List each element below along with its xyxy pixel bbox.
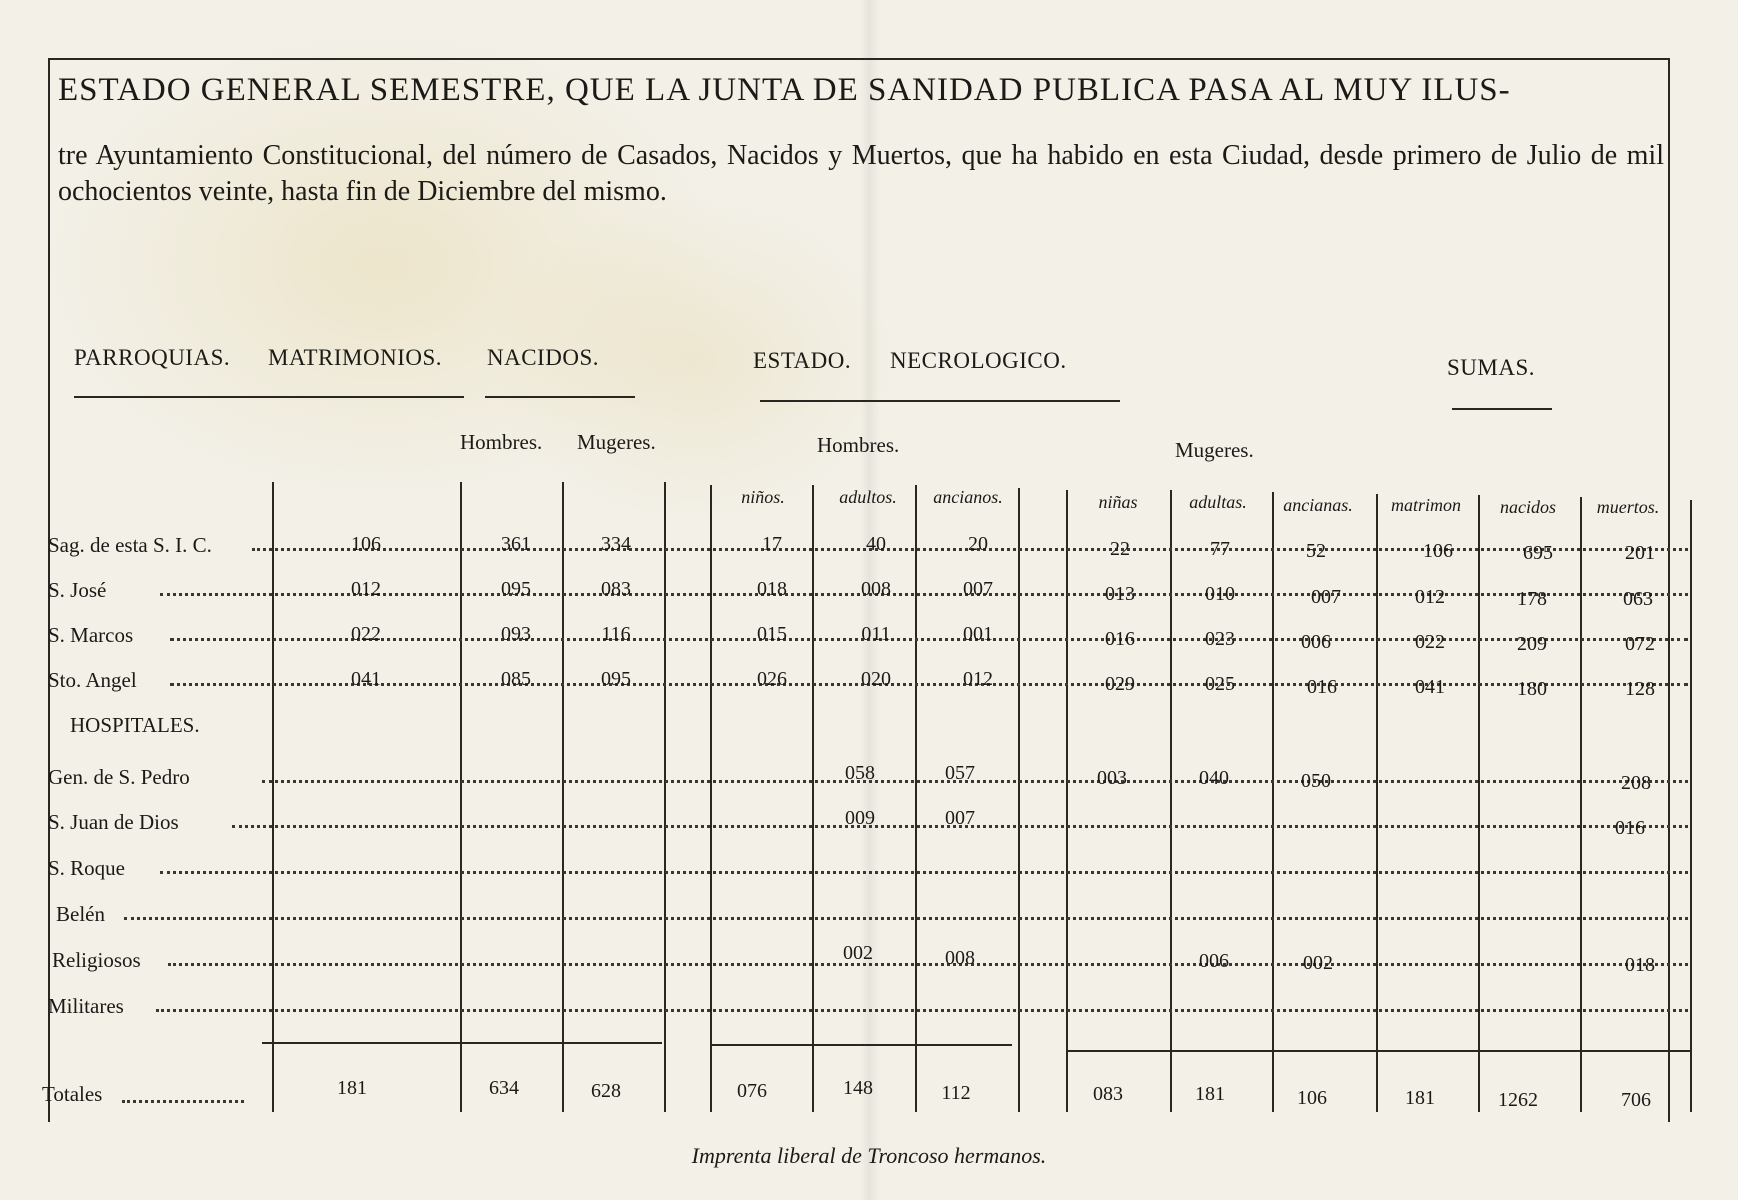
row-label-san-juan-de-dios: S. Juan de Dios [48, 810, 179, 834]
cell: 012 [351, 578, 381, 600]
row-label-religiosos: Religiosos [52, 948, 141, 972]
cell: 010 [1205, 583, 1235, 605]
col-ninas: niñas [1098, 492, 1138, 512]
totals-cell: 706 [1621, 1089, 1651, 1111]
cell: 180 [1517, 678, 1547, 700]
col-nacidos: nacidos [1500, 497, 1556, 517]
hospitales-heading: HOSPITALES. [70, 713, 200, 737]
cell: 007 [963, 578, 993, 600]
cell: 016 [1105, 628, 1135, 650]
cell: 058 [845, 762, 875, 784]
cell: 012 [963, 668, 993, 690]
column-rule [1272, 492, 1274, 1112]
row-label-santo-angel: Sto. Angel [48, 668, 137, 692]
cell: 208 [1621, 772, 1651, 794]
cell: 008 [945, 947, 975, 969]
cell: 026 [757, 668, 787, 690]
header-underline [760, 400, 1120, 402]
header-necrologico: NECROLOGICO. [890, 348, 1067, 373]
subheader-hombres-nacidos: Hombres. [460, 430, 543, 454]
totals-cell: 076 [737, 1080, 767, 1102]
totals-rule [712, 1044, 1012, 1046]
totals-cell: 181 [1405, 1087, 1435, 1109]
totals-cell: 112 [941, 1082, 971, 1104]
col-ancianas: ancianas. [1283, 495, 1353, 515]
header-parroquias: PARROQUIAS. [74, 345, 231, 370]
cell: 008 [861, 578, 891, 600]
header-sumas: SUMAS. [1447, 355, 1536, 380]
row-label-general-san-pedro: Gen. de S. Pedro [48, 765, 190, 789]
subheader-hombres-necro: Hombres. [817, 433, 900, 457]
totals-cell: 634 [489, 1077, 519, 1099]
cell: 018 [1625, 954, 1655, 976]
cell: 006 [1301, 631, 1331, 653]
column-rule [272, 482, 274, 1112]
cell: 695 [1523, 542, 1553, 564]
cell: 106 [351, 533, 381, 555]
cell: 085 [501, 668, 531, 690]
cell: 012 [1415, 586, 1445, 608]
cell: 083 [601, 578, 631, 600]
column-rule [710, 485, 712, 1112]
cell: 029 [1105, 673, 1135, 695]
totals-cell: 106 [1297, 1087, 1327, 1109]
cell: 20 [968, 533, 988, 555]
cell: 022 [1415, 631, 1445, 653]
header-underline [485, 396, 635, 398]
cell: 201 [1625, 542, 1655, 564]
cell: 072 [1625, 633, 1655, 655]
cell: 093 [501, 623, 531, 645]
cell: 015 [757, 623, 787, 645]
cell: 006 [1199, 950, 1229, 972]
column-rule [1066, 490, 1068, 1112]
cell: 128 [1625, 678, 1655, 700]
cell: 063 [1623, 588, 1653, 610]
cell: 016 [1615, 817, 1645, 839]
row-label-sagrario: Sag. de esta S. I. C. [48, 533, 212, 557]
row-label-san-roque: S. Roque [48, 856, 126, 880]
cell: 020 [861, 668, 891, 690]
cell: 52 [1306, 540, 1326, 562]
cell: 116 [601, 623, 631, 645]
cell: 001 [963, 623, 993, 645]
cell: 361 [501, 533, 531, 555]
col-ancianos: ancianos. [933, 487, 1003, 507]
cell: 095 [601, 668, 631, 690]
cell: 040 [1199, 767, 1229, 789]
dotted-leader [122, 1100, 244, 1103]
cell: 77 [1210, 538, 1230, 560]
cell: 018 [757, 578, 787, 600]
dotted-leader [124, 917, 1688, 920]
cell: 002 [1303, 952, 1333, 974]
totals-label: Totales [42, 1082, 103, 1106]
cell: 178 [1517, 588, 1547, 610]
cell: 041 [351, 668, 381, 690]
cell: 22 [1110, 538, 1130, 560]
printer-imprint: Imprenta liberal de Troncoso hermanos. [691, 1143, 1047, 1168]
cell: 106 [1423, 540, 1453, 562]
totals-cell: 181 [337, 1077, 367, 1099]
col-matrimon: matrimon [1390, 495, 1461, 515]
cell: 334 [601, 533, 631, 555]
totals-cell: 148 [843, 1077, 873, 1099]
dotted-leader [160, 871, 1688, 874]
header-matrimonios: MATRIMONIOS. [268, 345, 443, 370]
cell: 007 [945, 807, 975, 829]
cell: 050 [1301, 770, 1331, 792]
column-rule [1376, 494, 1378, 1112]
subheader-mugeres-nacidos: Mugeres. [577, 430, 656, 454]
document-title: ESTADO GENERAL SEMESTRE, QUE LA JUNTA DE SANIDAD PUBLICA PASA AL MUY ILUS- [58, 72, 1511, 108]
cell: 041 [1415, 676, 1445, 698]
cell: 013 [1105, 583, 1135, 605]
col-ninos: niños. [741, 487, 785, 507]
column-rule [664, 482, 666, 1112]
cell: 057 [945, 762, 975, 784]
cell: 025 [1205, 673, 1235, 695]
cell: 209 [1517, 633, 1547, 655]
subheader-mugeres-necro: Mugeres. [1175, 438, 1254, 462]
cell: 009 [845, 807, 875, 829]
col-muertos: muertos. [1596, 497, 1660, 517]
cell: 023 [1205, 628, 1235, 650]
column-rule [1690, 500, 1692, 1112]
totals-cell: 1262 [1498, 1089, 1538, 1111]
row-label-militares: Militares [48, 994, 124, 1018]
header-underline [74, 396, 464, 398]
column-rule [562, 482, 564, 1112]
cell: 007 [1311, 586, 1341, 608]
header-estado: ESTADO. [753, 348, 852, 373]
row-label-san-marcos: S. Marcos [48, 623, 134, 647]
document-subtitle: tre Ayuntamiento Constitucional, del número de Casados, Nacidos y Muertos, que ha habido en esta Ciudad, desde primero de Julio de mil ochocientos veinte, hasta fin de Diciembre del mismo. [58, 140, 1664, 207]
cell: 17 [762, 533, 782, 555]
cell: 095 [501, 578, 531, 600]
totals-cell: 083 [1093, 1083, 1123, 1105]
totals-cell: 628 [591, 1080, 621, 1102]
cell: 011 [861, 623, 891, 645]
row-label-san-jose: S. José [48, 578, 107, 602]
totals-cell: 181 [1195, 1083, 1225, 1105]
cell: 016 [1307, 676, 1337, 698]
row-label-belen: Belén [56, 902, 105, 926]
column-rule [460, 482, 462, 1112]
col-adultos: adultos. [839, 487, 897, 507]
header-underline [1452, 408, 1552, 410]
totals-rule [1066, 1050, 1690, 1052]
cell: 002 [843, 942, 873, 964]
totals-rule [262, 1042, 662, 1044]
dotted-leader [156, 1009, 1688, 1012]
cell: 40 [866, 533, 886, 555]
cell: 022 [351, 623, 381, 645]
header-nacidos: NACIDOS. [487, 345, 599, 370]
cell: 003 [1097, 767, 1127, 789]
col-adultas: adultas. [1189, 492, 1247, 512]
